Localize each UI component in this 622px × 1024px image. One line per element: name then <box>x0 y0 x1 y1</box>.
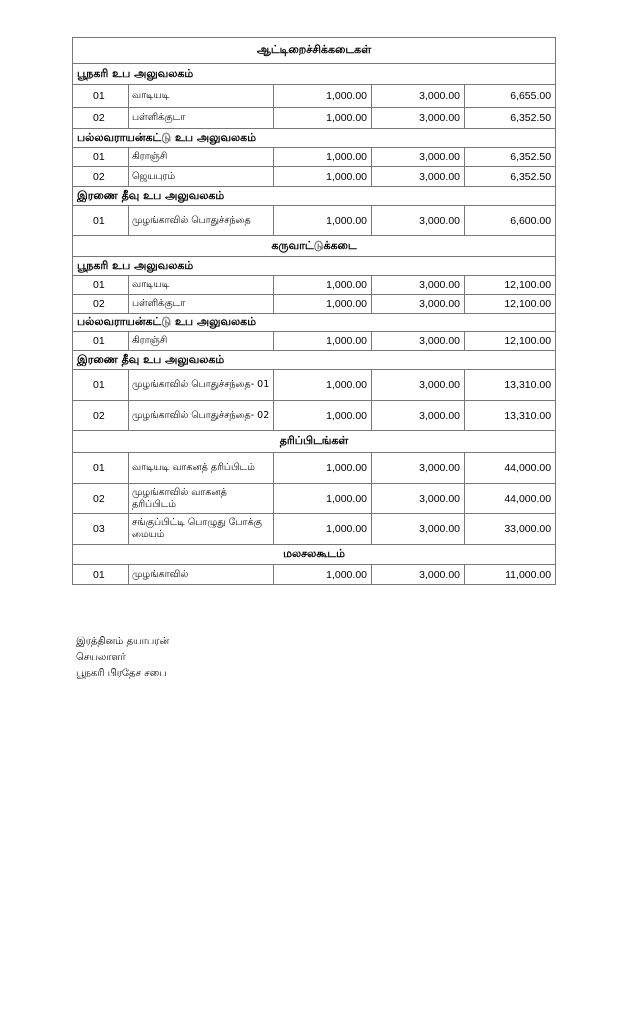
table-row <box>73 276 556 295</box>
office-name: பல்லவராயன்கட்டு உப அலுவலகம் <box>73 314 556 332</box>
table-row <box>73 370 556 401</box>
fee-a: 1,000.00 <box>274 276 372 295</box>
office-name: பூநகரி உப அலுவலகம் <box>73 64 556 85</box>
fee-c: 33,000.00 <box>465 514 556 545</box>
row-number: 01 <box>73 206 129 236</box>
table-row <box>73 332 556 351</box>
office-name: பூநகரி உப அலுவலகம் <box>73 257 556 276</box>
row-number: 01 <box>73 148 129 167</box>
fee-c: 6,352.50 <box>465 148 556 167</box>
fee-c: 44,000.00 <box>465 453 556 484</box>
place-name: வாடியடி வாகனத் தரிப்பிடம் <box>129 453 274 484</box>
fee-a: 1,000.00 <box>274 453 372 484</box>
fee-b: 3,000.00 <box>372 108 465 129</box>
place-name: ஜெயபுரம் <box>129 167 274 187</box>
fee-b: 3,000.00 <box>372 167 465 187</box>
place-name: கிராஞ்சி <box>129 148 274 167</box>
table-row <box>73 108 556 129</box>
place-name: சங்குப்பிட்டி பொழுது போக்கு மையம் <box>129 514 274 545</box>
fee-b: 3,000.00 <box>372 565 465 585</box>
office-header-row <box>73 129 556 148</box>
row-number: 01 <box>73 332 129 351</box>
fee-b: 3,000.00 <box>372 332 465 351</box>
fee-table-body <box>73 38 556 585</box>
office-header-row <box>73 314 556 332</box>
fee-c: 13,310.00 <box>465 370 556 401</box>
row-number: 02 <box>73 108 129 129</box>
fee-b: 3,000.00 <box>372 276 465 295</box>
fee-b: 3,000.00 <box>372 295 465 314</box>
fee-a: 1,000.00 <box>274 401 372 431</box>
fee-c: 12,100.00 <box>465 276 556 295</box>
fee-b: 3,000.00 <box>372 148 465 167</box>
place-name: வாடியடி <box>129 85 274 108</box>
place-name: முழங்காவில் பொதுச்சந்தை <box>129 206 274 236</box>
section-title: மலசலகூடம் <box>73 545 556 565</box>
fee-a: 1,000.00 <box>274 514 372 545</box>
row-number: 01 <box>73 370 129 401</box>
fee-a: 1,000.00 <box>274 108 372 129</box>
row-number: 02 <box>73 401 129 431</box>
row-number: 01 <box>73 453 129 484</box>
signatory-name: இரத்தினம் தயாபரன் <box>76 636 170 647</box>
place-name: முழங்காவில் பொதுச்சந்தை- 01 <box>129 370 274 401</box>
fee-c: 6,655.00 <box>465 85 556 108</box>
fee-c: 11,000.00 <box>465 565 556 585</box>
place-name: கிராஞ்சி <box>129 332 274 351</box>
section-title-row <box>73 545 556 565</box>
fee-b: 3,000.00 <box>372 370 465 401</box>
fee-a: 1,000.00 <box>274 565 372 585</box>
place-name: வாடியடி <box>129 276 274 295</box>
signature-block <box>76 634 169 682</box>
section-title-row <box>73 431 556 453</box>
section-title-row <box>73 236 556 257</box>
table-row <box>73 85 556 108</box>
fee-a: 1,000.00 <box>274 148 372 167</box>
fee-b: 3,000.00 <box>372 85 465 108</box>
fee-c: 6,352.50 <box>465 167 556 187</box>
section-title: தரிப்பிடங்கள் <box>73 431 556 453</box>
table-row <box>73 565 556 585</box>
fee-b: 3,000.00 <box>372 453 465 484</box>
row-number: 01 <box>73 276 129 295</box>
office-header-row <box>73 351 556 370</box>
fee-b: 3,000.00 <box>372 206 465 236</box>
row-number: 02 <box>73 295 129 314</box>
fee-table <box>72 37 556 585</box>
signatory-role: செயலாளர் <box>76 652 126 663</box>
place-name: முழங்காவில் வாகனத் தரிப்பிடம் <box>129 484 274 514</box>
fee-c: 6,600.00 <box>465 206 556 236</box>
signatory-office: பூநகரி பிரதேச சபை <box>76 668 167 679</box>
fee-c: 12,100.00 <box>465 295 556 314</box>
table-row <box>73 148 556 167</box>
section-title: கருவாட்டுக்கடை <box>73 236 556 257</box>
row-number: 01 <box>73 565 129 585</box>
row-number: 03 <box>73 514 129 545</box>
fee-a: 1,000.00 <box>274 85 372 108</box>
table-row <box>73 401 556 431</box>
section-title-row <box>73 38 556 64</box>
office-header-row <box>73 64 556 85</box>
fee-a: 1,000.00 <box>274 206 372 236</box>
place-name: முழங்காவில் <box>129 565 274 585</box>
place-name: பள்ளிக்குடா <box>129 108 274 129</box>
office-header-row <box>73 187 556 206</box>
row-number: 02 <box>73 484 129 514</box>
fee-c: 44,000.00 <box>465 484 556 514</box>
fee-a: 1,000.00 <box>274 332 372 351</box>
table-row <box>73 295 556 314</box>
section-title: ஆட்டிறைச்சிக்கடைகள் <box>73 38 556 64</box>
fee-c: 13,310.00 <box>465 401 556 431</box>
office-header-row <box>73 257 556 276</box>
table-row <box>73 206 556 236</box>
row-number: 02 <box>73 167 129 187</box>
place-name: பள்ளிக்குடா <box>129 295 274 314</box>
fee-a: 1,000.00 <box>274 295 372 314</box>
fee-b: 3,000.00 <box>372 514 465 545</box>
fee-a: 1,000.00 <box>274 484 372 514</box>
fee-c: 6,352.50 <box>465 108 556 129</box>
table-row <box>73 167 556 187</box>
fee-a: 1,000.00 <box>274 370 372 401</box>
fee-b: 3,000.00 <box>372 401 465 431</box>
office-name: இரணை தீவு உப அலுவலகம் <box>73 187 556 206</box>
place-name: முழங்காவில் பொதுச்சந்தை- 02 <box>129 401 274 431</box>
fee-document <box>72 37 555 585</box>
office-name: பல்லவராயன்கட்டு உப அலுவலகம் <box>73 129 556 148</box>
table-row <box>73 514 556 545</box>
fee-a: 1,000.00 <box>274 167 372 187</box>
table-row <box>73 484 556 514</box>
office-name: இரணை தீவு உப அலுவலகம் <box>73 351 556 370</box>
row-number: 01 <box>73 85 129 108</box>
table-row <box>73 453 556 484</box>
fee-c: 12,100.00 <box>465 332 556 351</box>
fee-b: 3,000.00 <box>372 484 465 514</box>
